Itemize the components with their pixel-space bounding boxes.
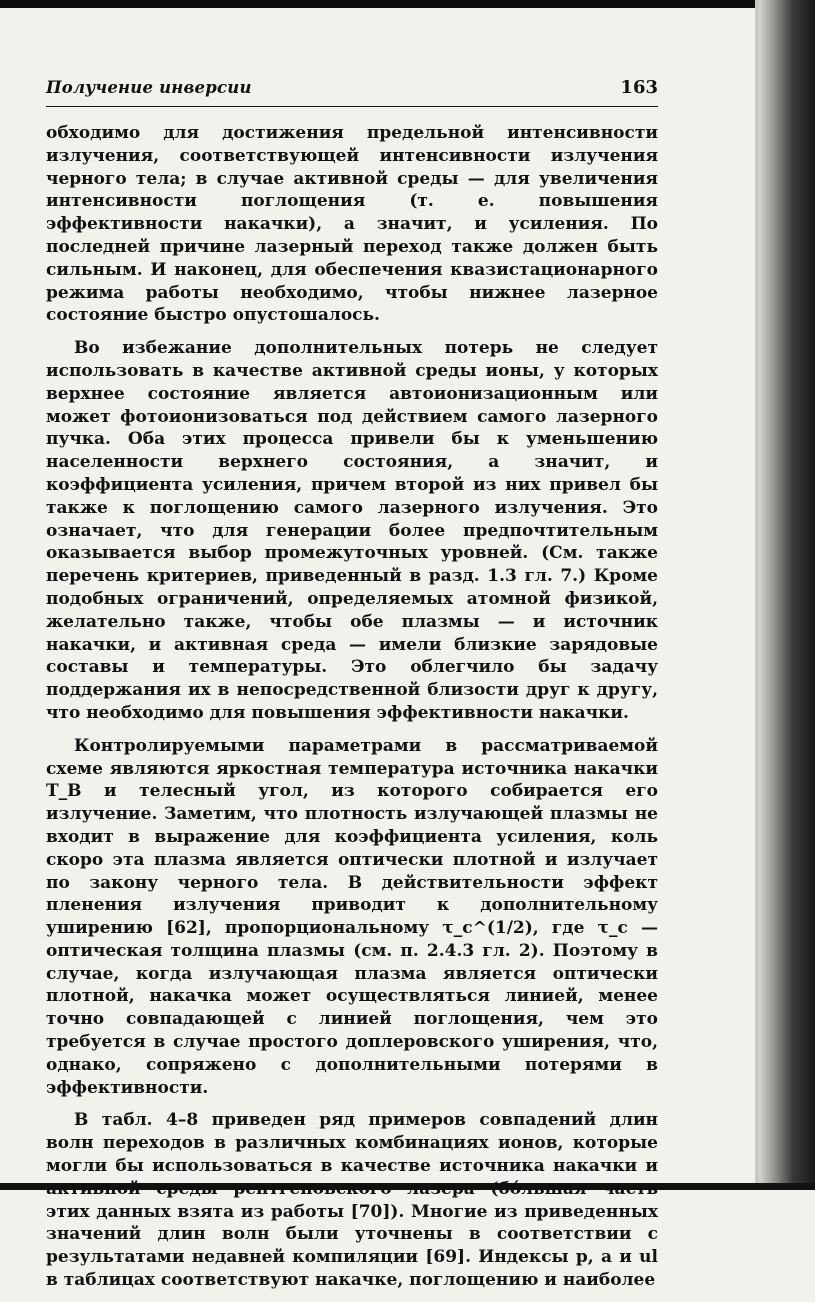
book-spine-shadow <box>759 0 815 1190</box>
paragraph-3: Контролируемыми параметрами в рассматриваемой схеме являются яркостная температура источника накачки T_B и телесный угол, из которого собирается его излучение. Заметим, что плотность излучающей плазмы не входит в выражение для коэффициента усиления, коль скоро эта плазма является оптически плотной и излучает по закону черного тела. В действительности эффект пленения излучения приводит к дополнительному уширению [62], пропорциональному τ_c^(1/2), где τ_c — оптическая толщина плазмы (см. п. 2.4.3 гл. 2). Поэтому в случае, когда излучающая плазма является оптически плотной, накачка может осуществляться линией, менее точно совпадающей с линией поглощения, чем это требуется в случае простого доплеровского уширения, что, однако, сопряжено с дополнительными потерями в эффективности. <box>46 735 658 1098</box>
running-title: Получение инверсии <box>46 78 252 97</box>
paragraph-4: В табл. 4–8 приведен ряд примеров совпадений длин волн переходов в различных комбинациях ионов, которые могли бы использоваться в качестве источника накачки и этих данных взята из работы [70]). Многие из приведенных значений длин волн были уточнены в соответствии с результатами недавней компиляции [69]. Индексы p, a и ul в таблицах соответствуют накачке, поглощению и наиболее <box>46 1110 658 1291</box>
book-page <box>0 8 757 1291</box>
body-text <box>46 122 658 1302</box>
paragraph-2: Во избежание дополнительных потерь не следует использовать в качестве активной среды ионы, у которых верхнее состояние является автоионизационным или может фотоионизоваться под действием самого лазерного пучка. Оба этих процесса привели бы к уменьшению населенности верхнего состояния, а значит, и коэффициента усиления, причем второй из них привел бы также к поглощению самого лазерного излучения. Это означает, что для генерации более предпочтительным оказывается выбор промежуточных уровней. (См. также перечень критериев, приведенный в разд. 1.3 гл. 7.) Кроме подобных ограничений, определяемых атомной физикой, желательно также, чтобы обе плазмы — и источник накачки, и активная среда — имели близкие зарядовые составы и температуры. Это облегчило бы задачу поддержания их в непосредственной близости друг к другу, что необходимо для повышения эффективности накачки. <box>46 338 658 723</box>
scan-bottom-edge <box>0 1183 815 1190</box>
scan-top-edge <box>0 0 815 8</box>
page-number: 163 <box>620 77 658 98</box>
paragraph-1: обходимо для достижения предельной интенсивности излучения, соответствующей интенсивности излучения черного тела; в случае активной среды — для увеличения интенсивности поглощения (т. е. повышения эффективности накачки), а значит, и усиления. По последней причине лазерный переход также должен быть сильным. И наконец, для обеспечения квазистационарного режима работы необходимо, чтобы нижнее лазерное состояние быстро опустошалось. <box>46 123 658 326</box>
running-header <box>46 72 658 107</box>
